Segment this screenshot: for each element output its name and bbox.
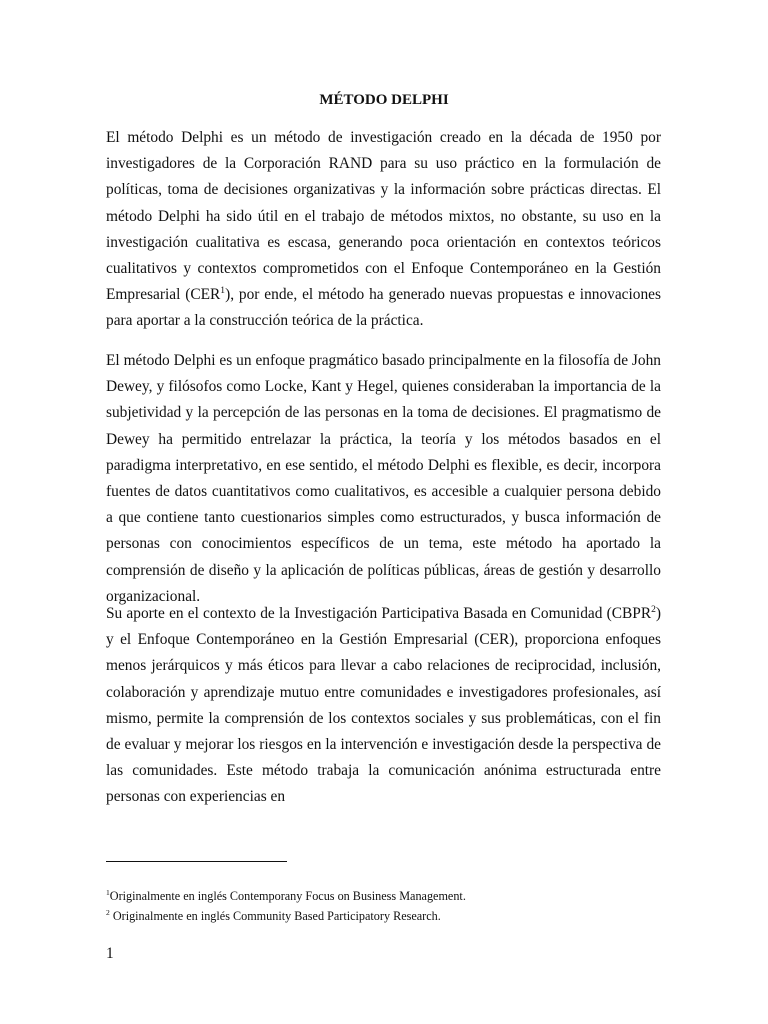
footnote-ref-1: 1 bbox=[220, 285, 226, 297]
paragraph-3-text-a: Su aporte en el contexto de la Investigación Participativa Basada en Comunidad (CBPR bbox=[106, 605, 652, 622]
footnote-divider bbox=[106, 861, 287, 862]
paragraph-1-text-b: ), por ende, el método ha generado nuevas propuestas e innovaciones para aportar a la construcción teórica de la práctica. bbox=[106, 286, 661, 330]
footnote-2-text: Originalmente en inglés Community Based Participatory Research. bbox=[109, 909, 441, 923]
footnote-1-text: Originalmente en inglés Contemporany Focus on Business Management. bbox=[109, 889, 466, 903]
footnote-1-mark: 1 bbox=[106, 887, 110, 897]
paragraph-1-text-a: El método Delphi es un método de investigación creado en la década de 1950 por investigadores de la Corporación RAND para su uso práctico en la formulación de políticas, toma de decisiones organizativas y la información sobre prácticas directas. El método Delphi ha sido útil en el trabajo de métodos mixtos, no obstante, su uso en la investigación cualitativa es escasa, generando poca orientación en contextos teóricos cualitativos y contextos comprometidos con el Enfoque Contemporáneo en la Gestión Empresarial (CER bbox=[106, 129, 661, 304]
paragraph-3 bbox=[106, 601, 661, 811]
paragraph-3-text-b: ) y el Enfoque Contemporáneo en la Gestión Empresarial (CER), proporciona enfoques menos jerárquicos y más éticos para llevar a cabo relaciones de reciprocidad, inclusión, colaboración y aprendizaje mutuo entre comunidades e investigadores profesionales, así mismo, permite la comprensión de los contextos sociales y sus problemáticas, con el fin de evaluar y mejorar los riesgos en la intervención e investigación desde la perspectiva de las comunidades. Este método trabaja la comunicación anónima estructurada entre personas con experiencias en bbox=[106, 605, 661, 806]
page-number: 1 bbox=[106, 945, 114, 962]
paragraph-1 bbox=[106, 125, 661, 335]
footnote-ref-2: 2 bbox=[651, 603, 656, 615]
page-title: MÉTODO DELPHI bbox=[319, 92, 449, 108]
footnote-2-mark: 2 bbox=[106, 907, 110, 917]
footnote-2 bbox=[106, 908, 661, 924]
footnote-1 bbox=[106, 888, 661, 904]
paragraph-2: El método Delphi es un enfoque pragmático basado principalmente en la filosofía de John Dewey, y filósofos como Locke, Kant y Hegel, quienes consideraban la importancia de la subjetividad y la percepción de las personas en la toma de decisiones. El pragmatismo de Dewey ha permitido entrelazar la práctica, la teoría y los métodos basados en el paradigma interpretativo, en ese sentido, el método Delphi es flexible, es decir, incorpora fuentes de datos cuantitativos como cualitativos, es accesible a cualquier persona debido a que contiene tanto cuestionarios simples como estructurados, y busca información de personas con conocimientos específicos de un tema, este método ha aportado la comprensión de diseño y la aplicación de políticas públicas, áreas de gestión y desarrollo organizacional. bbox=[106, 352, 661, 605]
